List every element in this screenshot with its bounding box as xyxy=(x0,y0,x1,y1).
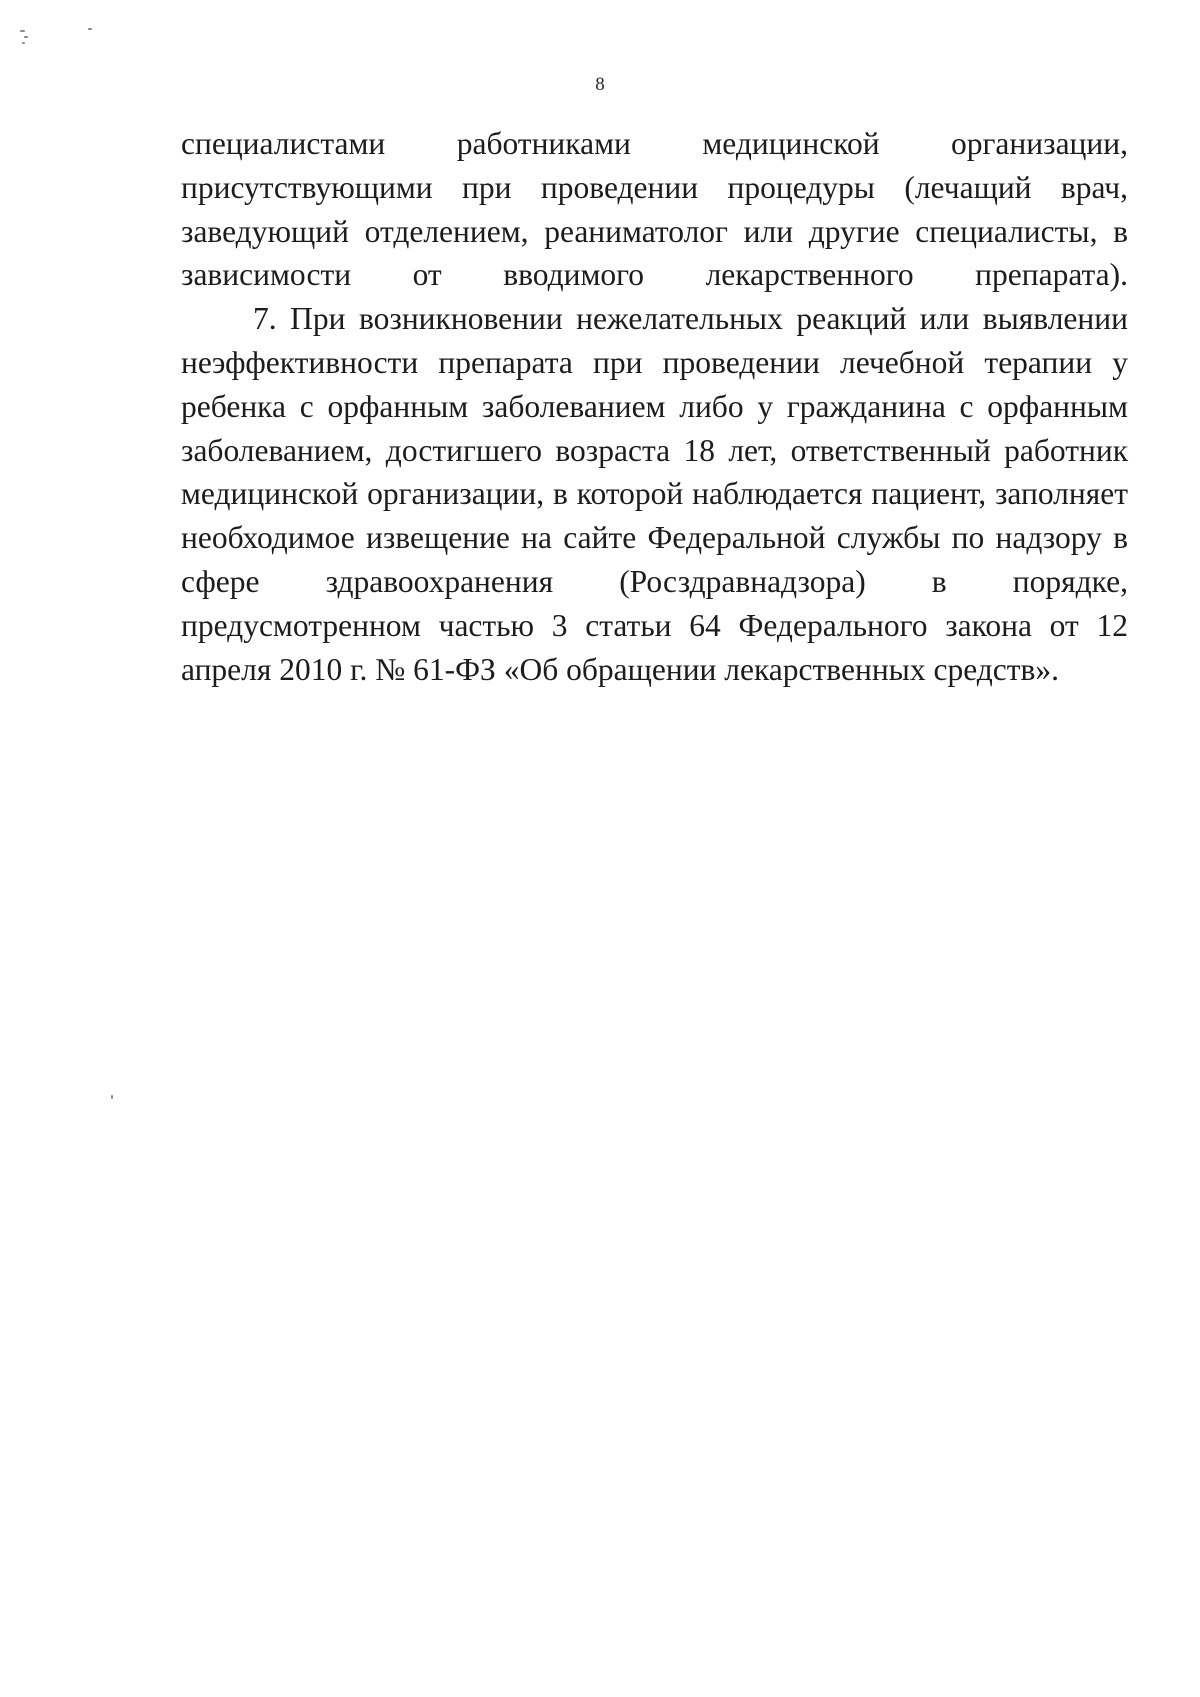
paragraph-specialists: специалистами работниками медицинской организации, присутствующими при проведении процедуры (лечащий врач, заведующий отделением, реаниматолог или другие специалисты, в зависимости от вводимого лекарственного препарата). xyxy=(181,126,1128,293)
paragraph-7-adverse-reactions: 7. При возникновении нежелательных реакций или выявлении неэффективности препарата при проведении лечебной терапии у ребенка с орфанным заболеванием либо у гражданина с орфанным заболеванием, достигшего возраста 18 лет, ответственный работник медицинской организации, в которой наблюдается пациент, заполняет необходимое извещение на сайте Федеральной службы по надзору в сфере здравоохранения (Росздравнадзора) в порядке, предусмотренном частью 3 статьи 64 Федерального закона от 12 апреля 2010 г. № 61-ФЗ «Об обращении лекарственных средств». xyxy=(181,301,1128,687)
scan-artifact xyxy=(22,42,25,44)
scan-artifact xyxy=(20,30,25,32)
scan-artifact xyxy=(111,1095,113,1099)
document-body xyxy=(181,122,1128,691)
scan-artifact xyxy=(24,36,28,38)
scan-artifact xyxy=(88,28,92,30)
page-number: 8 xyxy=(595,74,605,95)
